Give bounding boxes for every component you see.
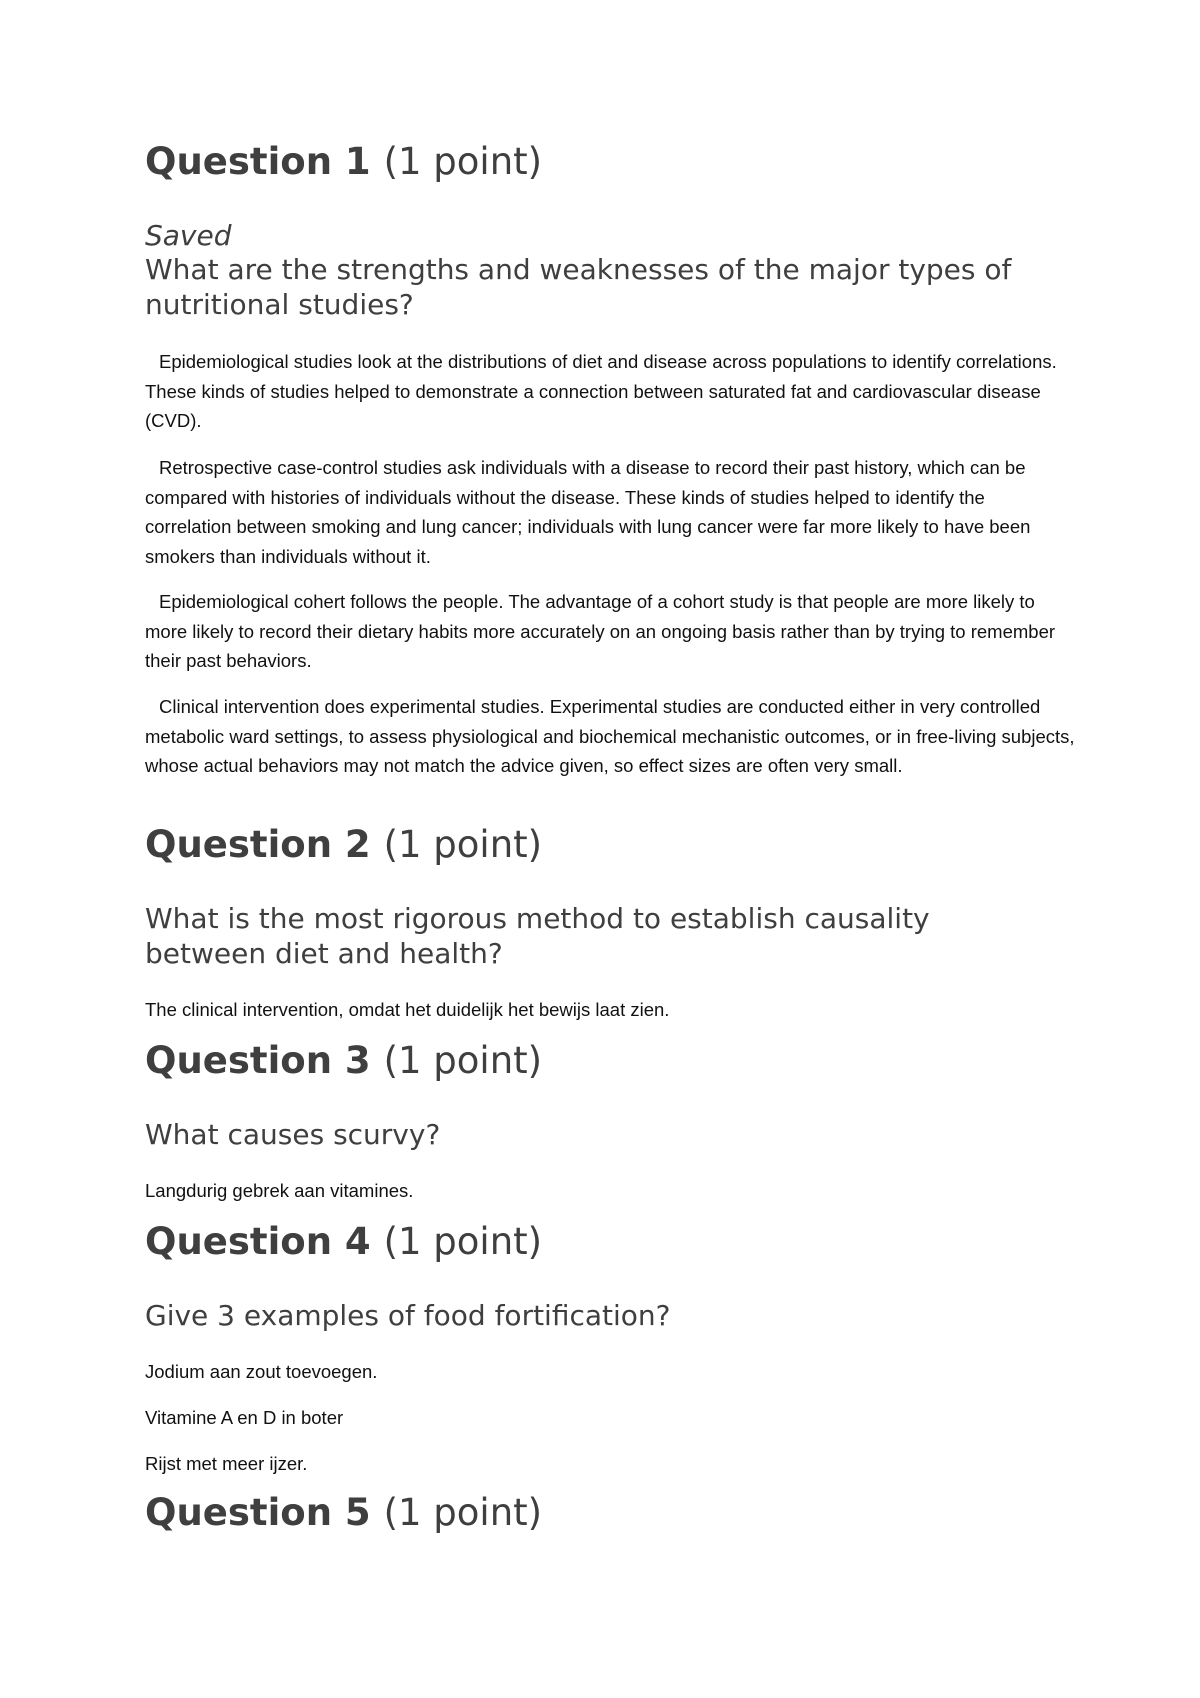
question-points: (1 point): [383, 1039, 543, 1082]
question-number: Question 3: [145, 1039, 371, 1082]
question-2-body: [145, 901, 1075, 971]
question-points: (1 point): [383, 1220, 543, 1263]
answer-text: Epidemiological studies look at the distributions of diet and disease across populations to identify correlations. These kinds of studies helped to demonstrate a connection between saturated fat and cardiovascular disease (CVD).: [145, 351, 1057, 431]
question-heading: [145, 140, 1075, 184]
question-prompt: What is the most rigorous method to establish causality between diet and health?: [145, 902, 930, 970]
answer-text: Jodium aan zout toevoegen.: [145, 1361, 378, 1382]
answer-paragraph: [145, 347, 1075, 436]
answer-paragraph: [145, 1449, 1075, 1479]
answer-paragraph: [145, 995, 1075, 1025]
question-number: Question 5: [145, 1491, 371, 1534]
question-5: [145, 1491, 1075, 1535]
question-points: (1 point): [383, 823, 543, 866]
question-heading: [145, 1220, 1075, 1264]
answer-paragraph: [145, 1403, 1075, 1433]
question-4-body: [145, 1298, 1075, 1333]
question-1-body: [145, 220, 1075, 322]
question-1: [145, 140, 1075, 184]
answer-text: Epidemiological cohert follows the people. The advantage of a cohort study is that people are more likely to more likely to record their dietary habits more accurately on an ongoing basis rather than by trying to remember their past behaviors.: [145, 591, 1056, 671]
answer-text: Clinical intervention does experimental studies. Experimental studies are conducted either in very controlled metabolic ward settings, to assess physiological and biochemical mechanistic outcomes, or in free-living subjects, whose actual behaviors may not match the advice given, so effect sizes are often very small.: [145, 696, 1075, 776]
question-heading: [145, 1039, 1075, 1083]
question-prompt: What causes scurvy?: [145, 1118, 441, 1151]
answer-text: The clinical intervention, omdat het duidelijk het bewijs laat zien.: [145, 999, 670, 1020]
question-number: Question 1: [145, 140, 371, 183]
answer-paragraph: [145, 692, 1075, 781]
question-number: Question 4: [145, 1220, 371, 1263]
question-2: [145, 823, 1075, 867]
answer-text: Langdurig gebrek aan vitamines.: [145, 1180, 414, 1201]
question-3-body: [145, 1117, 1075, 1152]
question-3: [145, 1039, 1075, 1083]
question-prompt: What are the strengths and weaknesses of the major types of nutritional studies?: [145, 253, 1012, 321]
answer-text: Vitamine A en D in boter: [145, 1407, 344, 1428]
saved-status: Saved: [145, 219, 232, 252]
answer-text: Retrospective case-control studies ask individuals with a disease to record their past history, which can be compared with histories of individuals without the disease. These kinds of studies helped to identify the correlation between smoking and lung cancer; individuals with lung cancer were far more likely to have been smokers than individuals without it.: [145, 457, 1031, 567]
question-4: [145, 1220, 1075, 1264]
question-number: Question 2: [145, 823, 371, 866]
question-heading: [145, 823, 1075, 867]
answer-text: Rijst met meer ijzer.: [145, 1453, 308, 1474]
question-points: (1 point): [383, 1491, 543, 1534]
question-points: (1 point): [383, 140, 543, 183]
answer-paragraph: [145, 453, 1075, 571]
question-prompt: Give 3 examples of food fortification?: [145, 1299, 671, 1332]
answer-paragraph: [145, 587, 1075, 676]
answer-paragraph: [145, 1176, 1075, 1206]
question-heading: [145, 1491, 1075, 1535]
answer-paragraph: [145, 1357, 1075, 1387]
